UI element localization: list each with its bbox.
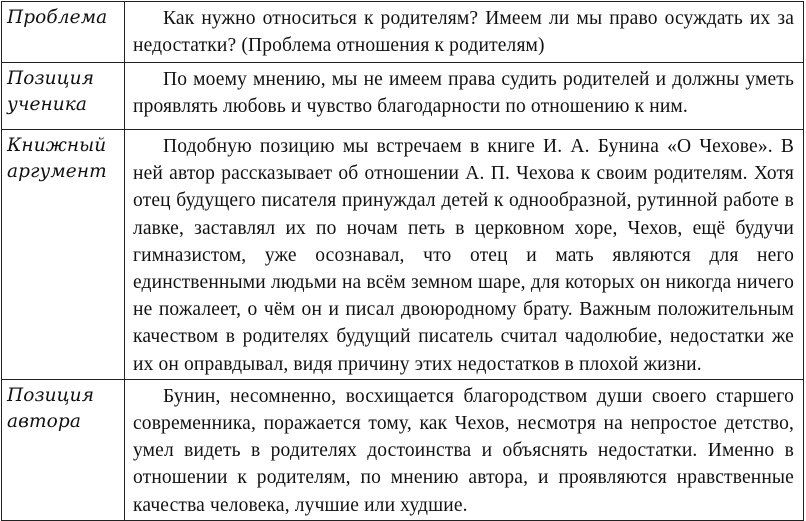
table-row-student-position [2,63,804,130]
essay-structure-table [1,1,804,521]
row-label-problem: Проблема [2,2,125,63]
row-label-book-argument: Книжный аргумент [2,130,125,380]
row-text-problem: Как нужно относиться к родителям? Имеем ли мы право осуждать их за недостатки? (Проблема отношения к родителям) [125,2,804,63]
row-label-student-position: Позиция ученика [2,63,125,130]
row-text-author-position: Бунин, несомненно, восхищается благородством души своего старшего современника, поражается тому, как Чехов, несмотря на непростое детство, умел видеть в родителях достоинства и объяснять недостатки. Именно в отношении к родителям, по мнению автора, и проявляются нравственные качества человека, лучшие или худшие. [125,379,804,520]
row-text-student-position: По моему мнению, мы не имеем права судить родителей и должны уметь проявлять любовь и чувство благодарности по отношению к ним. [125,63,804,130]
table-row-book-argument [2,130,804,380]
row-label-author-position: Позиция автора [2,379,125,520]
table-row-problem [2,2,804,63]
row-text-book-argument: Подобную позицию мы встречаем в книге И. А. Бунина «О Чехове». В ней автор рассказывает об отношении А. П. Чехова к своим родителям. Хотя отец будущего писателя принуждал детей к однообразной, рутинной работе в лавке, заставлял их по ночам петь в церковном хоре, Чехов, ещё будучи гимназистом, уже осознавал, что отец и мать являются для него единственными людьми на всём земном шаре, для которых он никогда ничего не пожалеет, о чём он и писал двоюродному брату. Важным положительным качеством в родителях будущий писатель считал чадолюбие, недостатки же их он оправдывал, видя причину этих недостатков в плохой жизни. [125,130,804,380]
table-row-author-position [2,379,804,520]
